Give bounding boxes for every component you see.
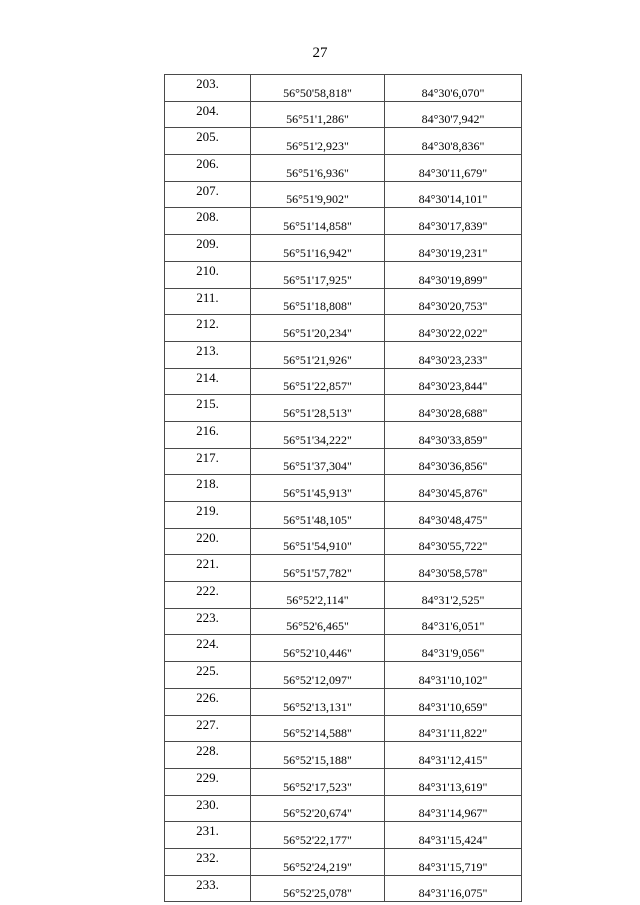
table-row — [165, 475, 522, 502]
longitude-cell: 84°30'33,859" — [385, 421, 522, 448]
longitude-cell: 84°30'48,475" — [385, 502, 522, 529]
latitude-cell: 56°51'21,926" — [251, 341, 385, 368]
longitude-cell: 84°30'19,231" — [385, 235, 522, 262]
table-row — [165, 155, 522, 182]
point-number-cell: 226. — [165, 688, 251, 715]
table-row — [165, 875, 522, 902]
longitude-cell: 84°31'16,075" — [385, 875, 522, 902]
longitude-cell: 84°30'20,753" — [385, 288, 522, 315]
latitude-cell: 56°51'6,936" — [251, 155, 385, 182]
longitude-cell: 84°30'19,899" — [385, 261, 522, 288]
table-row — [165, 128, 522, 155]
longitude-cell: 84°31'6,051" — [385, 608, 522, 635]
latitude-cell: 56°52'22,177" — [251, 822, 385, 849]
point-number-cell: 208. — [165, 208, 251, 235]
longitude-cell: 84°30'23,844" — [385, 368, 522, 395]
latitude-cell: 56°52'6,465" — [251, 608, 385, 635]
point-number-cell: 220. — [165, 528, 251, 555]
longitude-cell: 84°31'12,415" — [385, 742, 522, 769]
latitude-cell: 56°51'48,105" — [251, 502, 385, 529]
table-row — [165, 448, 522, 475]
page-number: 27 — [312, 45, 328, 61]
longitude-cell: 84°31'15,424" — [385, 822, 522, 849]
longitude-cell: 84°30'8,836" — [385, 128, 522, 155]
point-number-cell: 223. — [165, 608, 251, 635]
latitude-cell: 56°51'20,234" — [251, 315, 385, 342]
longitude-cell: 84°31'2,525" — [385, 582, 522, 609]
point-number-cell: 224. — [165, 635, 251, 662]
point-number-cell: 206. — [165, 155, 251, 182]
table-row — [165, 368, 522, 395]
point-number-cell: 218. — [165, 475, 251, 502]
longitude-cell: 84°30'58,578" — [385, 555, 522, 582]
point-number-cell: 219. — [165, 502, 251, 529]
table-row — [165, 795, 522, 822]
point-number-cell: 210. — [165, 261, 251, 288]
longitude-cell: 84°30'22,022" — [385, 315, 522, 342]
latitude-cell: 56°51'54,910" — [251, 528, 385, 555]
latitude-cell: 56°52'20,674" — [251, 795, 385, 822]
point-number-cell: 216. — [165, 421, 251, 448]
table-row — [165, 742, 522, 769]
table-row — [165, 635, 522, 662]
latitude-cell: 56°51'16,942" — [251, 235, 385, 262]
point-number-cell: 203. — [165, 75, 251, 102]
longitude-cell: 84°30'17,839" — [385, 208, 522, 235]
latitude-cell: 56°51'57,782" — [251, 555, 385, 582]
longitude-cell: 84°31'14,967" — [385, 795, 522, 822]
latitude-cell: 56°51'22,857" — [251, 368, 385, 395]
table-row — [165, 315, 522, 342]
point-number-cell: 233. — [165, 875, 251, 902]
longitude-cell: 84°30'11,679" — [385, 155, 522, 182]
longitude-cell: 84°31'15,719" — [385, 848, 522, 875]
latitude-cell: 56°52'12,097" — [251, 662, 385, 689]
table-row — [165, 688, 522, 715]
latitude-cell: 56°52'17,523" — [251, 768, 385, 795]
longitude-cell: 84°30'28,688" — [385, 395, 522, 422]
point-number-cell: 217. — [165, 448, 251, 475]
latitude-cell: 56°51'18,808" — [251, 288, 385, 315]
table-row — [165, 555, 522, 582]
longitude-cell: 84°30'7,942" — [385, 101, 522, 128]
point-number-cell: 227. — [165, 715, 251, 742]
longitude-cell: 84°31'10,659" — [385, 688, 522, 715]
coordinates-table — [164, 74, 522, 902]
table-row — [165, 822, 522, 849]
table-row — [165, 288, 522, 315]
point-number-cell: 211. — [165, 288, 251, 315]
point-number-cell: 228. — [165, 742, 251, 769]
longitude-cell: 84°31'13,619" — [385, 768, 522, 795]
table-row — [165, 261, 522, 288]
longitude-cell: 84°30'6,070" — [385, 75, 522, 102]
point-number-cell: 213. — [165, 341, 251, 368]
latitude-cell: 56°51'45,913" — [251, 475, 385, 502]
point-number-cell: 209. — [165, 235, 251, 262]
table-row — [165, 662, 522, 689]
longitude-cell: 84°31'9,056" — [385, 635, 522, 662]
latitude-cell: 56°51'34,222" — [251, 421, 385, 448]
point-number-cell: 229. — [165, 768, 251, 795]
table-row — [165, 395, 522, 422]
latitude-cell: 56°51'2,923" — [251, 128, 385, 155]
latitude-cell: 56°51'9,902" — [251, 181, 385, 208]
latitude-cell: 56°51'17,925" — [251, 261, 385, 288]
table-row — [165, 715, 522, 742]
point-number-cell: 205. — [165, 128, 251, 155]
point-number-cell: 225. — [165, 662, 251, 689]
latitude-cell: 56°52'24,219" — [251, 848, 385, 875]
longitude-cell: 84°31'10,102" — [385, 662, 522, 689]
table-row — [165, 848, 522, 875]
latitude-cell: 56°50'58,818" — [251, 75, 385, 102]
latitude-cell: 56°51'14,858" — [251, 208, 385, 235]
table-row — [165, 582, 522, 609]
table-row — [165, 101, 522, 128]
longitude-cell: 84°30'23,233" — [385, 341, 522, 368]
table-row — [165, 608, 522, 635]
latitude-cell: 56°51'1,286" — [251, 101, 385, 128]
longitude-cell: 84°30'14,101" — [385, 181, 522, 208]
point-number-cell: 207. — [165, 181, 251, 208]
latitude-cell: 56°52'10,446" — [251, 635, 385, 662]
point-number-cell: 204. — [165, 101, 251, 128]
coordinates-table-body — [165, 75, 522, 902]
table-row — [165, 208, 522, 235]
table-row — [165, 341, 522, 368]
table-row — [165, 768, 522, 795]
point-number-cell: 231. — [165, 822, 251, 849]
point-number-cell: 215. — [165, 395, 251, 422]
longitude-cell: 84°30'45,876" — [385, 475, 522, 502]
table-row — [165, 75, 522, 102]
point-number-cell: 232. — [165, 848, 251, 875]
point-number-cell: 221. — [165, 555, 251, 582]
latitude-cell: 56°52'15,188" — [251, 742, 385, 769]
latitude-cell: 56°51'28,513" — [251, 395, 385, 422]
longitude-cell: 84°30'36,856" — [385, 448, 522, 475]
latitude-cell: 56°52'14,588" — [251, 715, 385, 742]
point-number-cell: 212. — [165, 315, 251, 342]
point-number-cell: 214. — [165, 368, 251, 395]
point-number-cell: 222. — [165, 582, 251, 609]
latitude-cell: 56°51'37,304" — [251, 448, 385, 475]
latitude-cell: 56°52'2,114" — [251, 582, 385, 609]
table-row — [165, 502, 522, 529]
table-row — [165, 235, 522, 262]
table-row — [165, 181, 522, 208]
longitude-cell: 84°31'11,822" — [385, 715, 522, 742]
table-row — [165, 421, 522, 448]
point-number-cell: 230. — [165, 795, 251, 822]
longitude-cell: 84°30'55,722" — [385, 528, 522, 555]
latitude-cell: 56°52'25,078" — [251, 875, 385, 902]
table-row — [165, 528, 522, 555]
latitude-cell: 56°52'13,131" — [251, 688, 385, 715]
